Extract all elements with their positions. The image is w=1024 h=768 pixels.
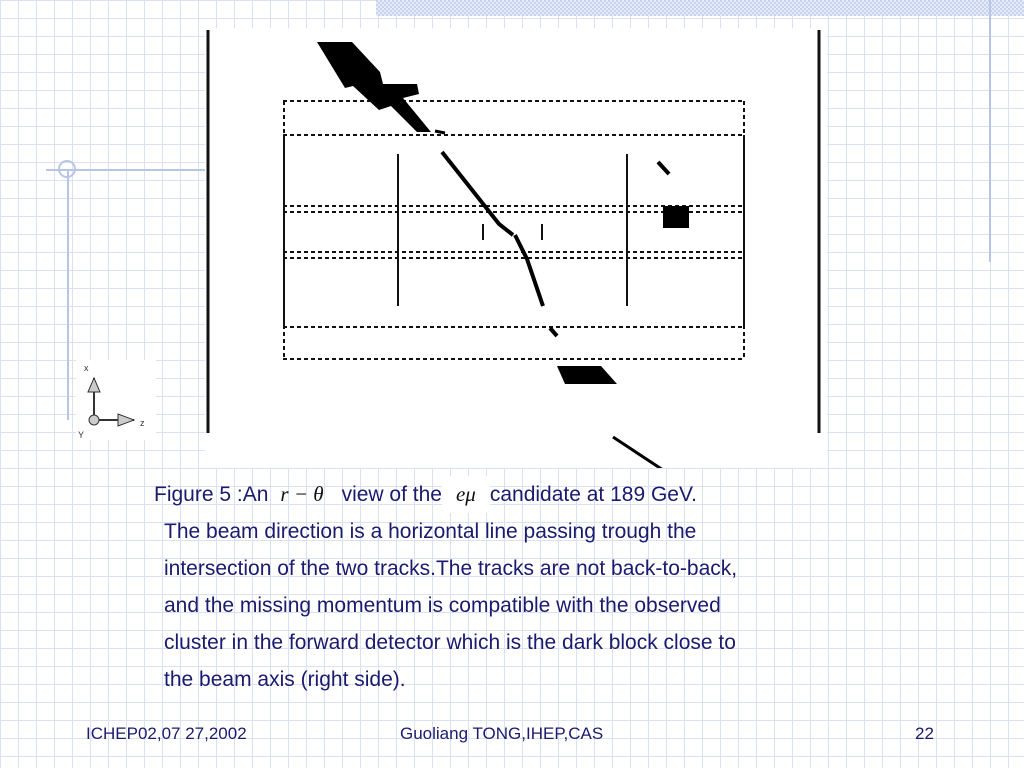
axis-label-x: x — [84, 363, 89, 373]
caption-line-1 — [154, 476, 884, 513]
math-r-theta: r − θ — [280, 482, 324, 506]
coordinate-axes-icon — [72, 362, 162, 444]
detector-layers — [283, 101, 745, 359]
forward-cluster-fragment — [658, 162, 669, 174]
track-2-segment — [550, 328, 557, 336]
caption-line-4: and the missing momentum is compatible with the observed — [164, 594, 721, 617]
axis-label-y: Y — [78, 430, 85, 440]
top-decorative-stripe — [376, 0, 1024, 16]
caption-line-2: The beam direction is a horizontal line passing trough the — [164, 520, 697, 543]
forward-detector-cluster — [663, 206, 689, 228]
track-2 — [515, 235, 543, 306]
decorative-circle — [58, 160, 76, 178]
footer-author: Guoliang TONG,IHEP,CAS — [400, 724, 604, 743]
footer-date: ICHEP02,07 27,2002 — [86, 724, 247, 743]
caption-line-6: the beam axis (right side). — [164, 668, 406, 691]
caption-line-3: intersection of the two tracks.The tracks are not back-to-back, — [164, 557, 738, 580]
electron-cluster — [317, 42, 431, 132]
figure-caption — [154, 476, 884, 698]
math-e-mu: eμ — [442, 476, 490, 513]
footer-page-number: 22 — [915, 724, 934, 743]
beam-direction-track — [613, 437, 663, 468]
caption-line-5: cluster in the forward detector which is the dark block close to — [164, 631, 736, 654]
track-1 — [442, 152, 513, 235]
caption-line-1-suffix: candidate at 189 GeV. — [489, 483, 697, 506]
caption-line-1-middle: view of the — [341, 483, 442, 506]
axis-label-z: z — [140, 418, 145, 428]
caption-line-1-prefix: Figure 5 :An — [154, 483, 269, 506]
right-decorative-line — [989, 0, 991, 262]
event-display-figure — [205, 28, 827, 468]
muon-cluster — [557, 366, 617, 384]
left-decorative-line — [67, 170, 69, 420]
cluster-fragment — [435, 131, 445, 133]
